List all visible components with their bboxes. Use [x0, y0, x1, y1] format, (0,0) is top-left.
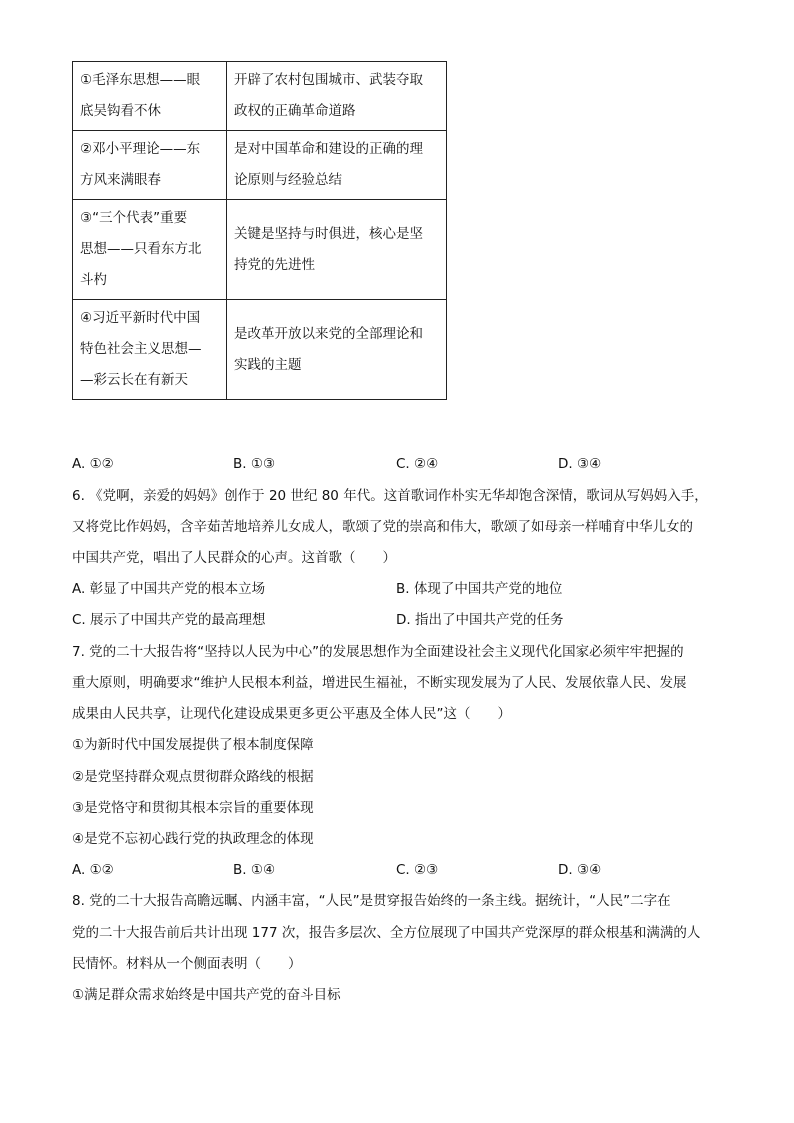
q7-stem-line: 重大原则，明确要求“维护人民根本利益，增进民生福祉，不断实现发展为了人民、发展依靠人民、发展 [72, 675, 687, 691]
q7-item: ④是党不忘初心践行党的执政理念的体现 [72, 831, 314, 847]
table-cell-left: ③“三个代表”重要 思想——只看东方北 斗杓 [73, 200, 227, 300]
q5-option-d: D. ③④ [558, 456, 602, 472]
q7-item: ③是党恪守和贯彻其根本宗旨的重要体现 [72, 800, 314, 816]
q8-item: ①满足群众需求始终是中国共产党的奋斗目标 [72, 987, 341, 1003]
q6-option-c: C. 展示了中国共产党的最高理想 [72, 612, 266, 628]
q8-stem-line: 8. 党的二十大报告高瞻远瞩、内涵丰富，“人民”是贯穿报告始终的一条主线。据统计，“人民”二字在 [72, 893, 671, 909]
q5-option-a: A. ①② [72, 456, 114, 472]
q7-stem-line: 7. 党的二十大报告将“坚持以人民为中心”的发展思想作为全面建设社会主义现代化国家必须牢牢把握的 [72, 644, 684, 660]
q6-option-a: A. 彰显了中国共产党的根本立场 [72, 581, 266, 597]
q8-stem-line: 党的二十大报告前后共计出现 177 次，报告多层次、全方位展现了中国共产党深厚的群众根基和满满的人 [72, 925, 701, 941]
q8-stem-line: 民情怀。材料从一个侧面表明（ ） [72, 956, 302, 972]
question-5-table [72, 61, 447, 400]
q7-item: ①为新时代中国发展提供了根本制度保障 [72, 737, 314, 753]
table-row [73, 300, 447, 400]
table-cell-left: ①毛泽东思想——眼 底吴钩看不休 [73, 62, 227, 131]
q6-stem-line: 又将党比作妈妈，含辛茹苦地培养儿女成人，歌颂了党的崇高和伟大，歌颂了如母亲一样哺育中华儿女的 [72, 519, 693, 535]
q5-option-b: B. ①③ [233, 456, 276, 472]
table-row [73, 131, 447, 200]
q6-stem-line: 6. 《党啊，亲爱的妈妈》创作于 20 世纪 80 年代。这首歌词作朴实无华却饱含深情，歌词从写妈妈入手， [72, 488, 708, 504]
q7-option-d: D. ③④ [558, 862, 602, 878]
q6-stem-line: 中国共产党，唱出了人民群众的心声。这首歌（ ） [72, 550, 396, 566]
q7-option-c: C. ②③ [396, 862, 439, 878]
table-cell-right: 是改革开放以来党的全部理论和 实践的主题 [227, 300, 447, 400]
q7-option-b: B. ①④ [233, 862, 276, 878]
q6-option-d: D. 指出了中国共产党的任务 [396, 612, 564, 628]
table-cell-right: 关键是坚持与时俱进，核心是坚 持党的先进性 [227, 200, 447, 300]
table-cell-right: 开辟了农村包围城市、武装夺取 政权的正确革命道路 [227, 62, 447, 131]
q7-option-a: A. ①② [72, 862, 114, 878]
q7-item: ②是党坚持群众观点贯彻群众路线的根据 [72, 769, 314, 785]
table-cell-left: ④习近平新时代中国 特色社会主义思想— —彩云长在有新天 [73, 300, 227, 400]
q5-option-c: C. ②④ [396, 456, 439, 472]
q7-stem-line: 成果由人民共享，让现代化建设成果更多更公平惠及全体人民”这（ ） [72, 706, 511, 722]
table-row [73, 200, 447, 300]
table-cell-right: 是对中国革命和建设的正确的理 论原则与经验总结 [227, 131, 447, 200]
q6-option-b: B. 体现了中国共产党的地位 [396, 581, 563, 597]
table-cell-left: ②邓小平理论——东 方风来满眼春 [73, 131, 227, 200]
table-row [73, 62, 447, 131]
